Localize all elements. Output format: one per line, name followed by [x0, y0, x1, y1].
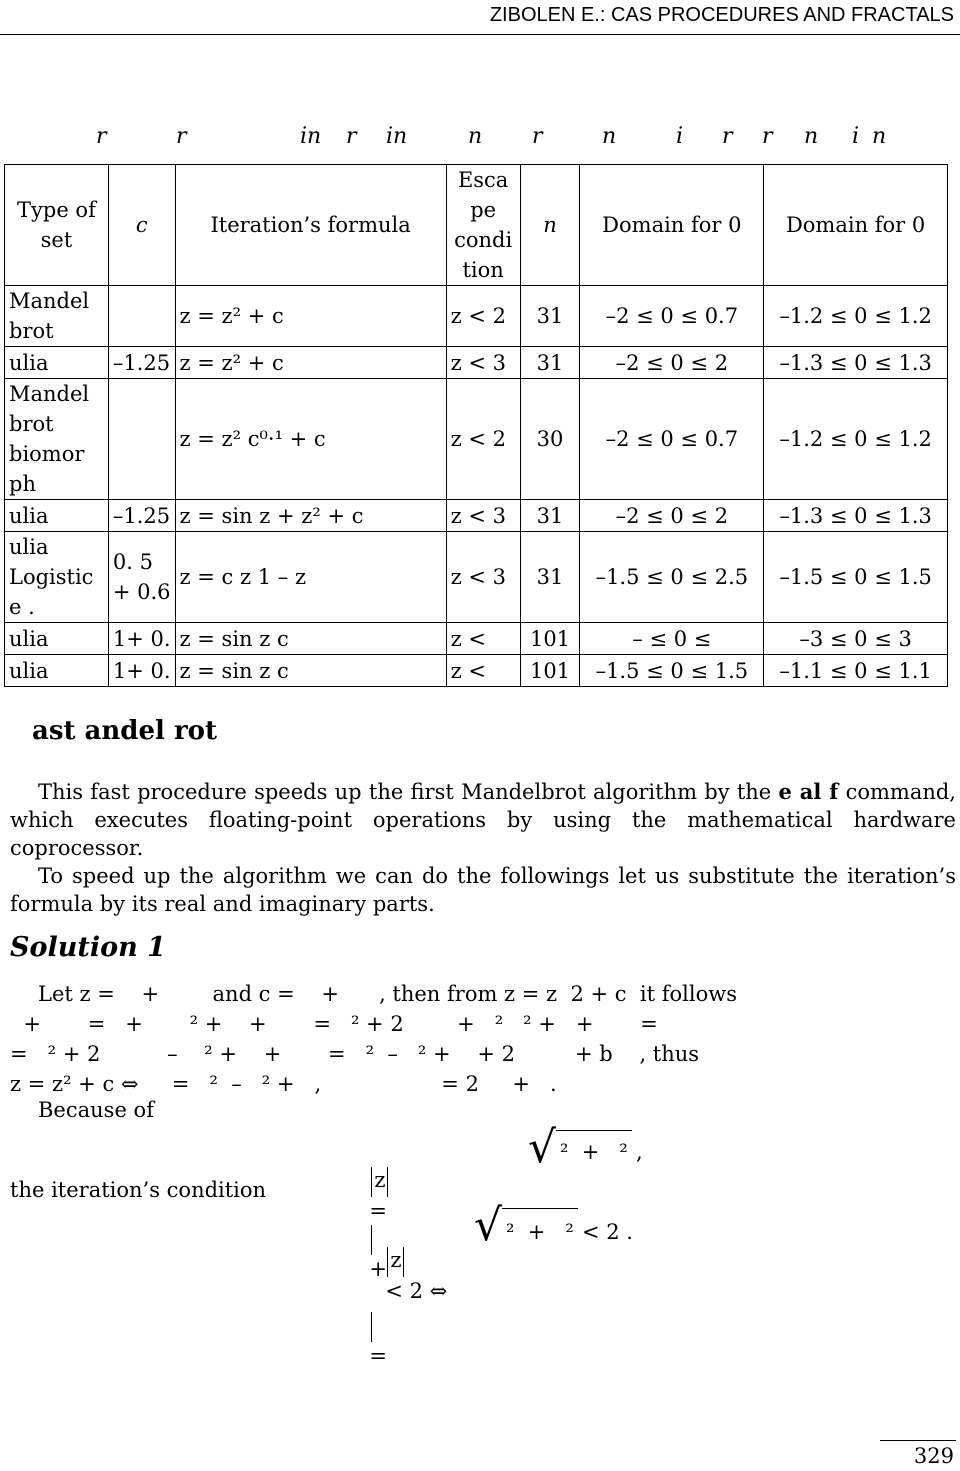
cell-n: 101 [520, 655, 580, 687]
cell-escape: z < 3 [446, 532, 520, 623]
cell-domain-1: –2 ≤ 0 ≤ 2 [580, 347, 764, 379]
running-title: ZIBOLEN E.: CAS PROCEDURES AND FRACTALS [489, 4, 954, 26]
condition-relation: < 2 ⇔ [385, 1278, 448, 1303]
cell-escape: z < 2 [446, 286, 520, 347]
caption-fragment: in [300, 124, 322, 149]
cell-escape: z < 3 [446, 500, 520, 532]
cell-c: 1+ 0. [108, 655, 175, 687]
cell-domain-2: –1.3 ≤ 0 ≤ 1.3 [764, 347, 948, 379]
equals-sign: = [369, 1343, 387, 1368]
column-header-escape: Esca pe condi tion [446, 165, 520, 286]
square-root-icon: √ [528, 1122, 557, 1173]
radical-overline [556, 1130, 632, 1131]
equals-sign: = [369, 1198, 387, 1223]
cell-domain-2: –1.2 ≤ 0 ≤ 1.2 [764, 379, 948, 500]
iteration-condition-text: the iteration’s condition [10, 1178, 267, 1202]
cell-type: ulia Logistic e . [5, 532, 109, 623]
math-line: + = + ² + + = ² + 2 + ² ² + + = [10, 1012, 658, 1036]
table-row [5, 655, 948, 687]
cell-domain-2: –1.3 ≤ 0 ≤ 1.3 [764, 500, 948, 532]
square-root-icon: √ [474, 1200, 503, 1251]
table-row [5, 379, 948, 500]
cell-formula: z = sin z c [175, 655, 446, 687]
cell-formula: z = z² + c [175, 286, 446, 347]
paragraph-text: This fast procedure speeds up the first Mandelbrot algorithm by the [38, 780, 772, 804]
cell-escape: z < [446, 655, 520, 687]
abs-bar [403, 1247, 404, 1277]
abs-bar [371, 1167, 372, 1197]
cell-n: 101 [520, 623, 580, 655]
cell-type: ulia [5, 655, 109, 687]
caption-fragment: i [676, 124, 684, 149]
modulus-symbol: z [390, 1248, 402, 1272]
cell-domain-1: –2 ≤ 0 ≤ 0.7 [580, 286, 764, 347]
column-header-n: n [520, 165, 580, 286]
abs-bar [387, 1167, 388, 1197]
table-row [5, 500, 948, 532]
fractal-parameters-table [4, 164, 948, 687]
table-row [5, 347, 948, 379]
caption-fragment: r [96, 124, 107, 149]
radical-body: ² + ² [560, 1140, 628, 1164]
cell-domain-1: –2 ≤ 0 ≤ 0.7 [580, 379, 764, 500]
command-name: e al f [778, 779, 839, 804]
condition-equation [372, 1218, 447, 1305]
page-number: 329 [913, 1444, 954, 1468]
cell-c: –1.25 [108, 347, 175, 379]
comma: , [636, 1140, 643, 1164]
caption-fragment: r [346, 124, 357, 149]
cell-c [108, 286, 175, 347]
plus-sign: + [369, 1257, 387, 1281]
cell-n: 31 [520, 286, 580, 347]
running-header [0, 0, 960, 35]
column-header-formula: Iteration’s formula [175, 165, 446, 286]
caption-fragment: r [532, 124, 543, 149]
radical-body: ² + ² [506, 1220, 574, 1244]
cell-formula: z = sin z + z² + c [175, 500, 446, 532]
cell-formula: z = c z 1 – z [175, 532, 446, 623]
cell-domain-2: –1.2 ≤ 0 ≤ 1.2 [764, 286, 948, 347]
cell-domain-2: –3 ≤ 0 ≤ 3 [764, 623, 948, 655]
caption-fragment: r [762, 124, 773, 149]
table-row [5, 623, 948, 655]
condition-end: < 2 . [582, 1220, 633, 1244]
cell-escape: z < [446, 623, 520, 655]
cell-formula: z = sin z c [175, 623, 446, 655]
column-header-c: c [108, 165, 175, 286]
cell-type: ulia [5, 623, 109, 655]
cell-type: Mandel brot [5, 286, 109, 347]
column-header-domain-1: Domain for 0 [580, 165, 764, 286]
cell-type: Mandel brot biomor ph [5, 379, 109, 500]
caption-fragment: r [176, 124, 187, 149]
cell-n: 31 [520, 347, 580, 379]
cell-escape: z < 3 [446, 347, 520, 379]
table-row [5, 532, 948, 623]
because-text: Because of [38, 1098, 154, 1122]
paragraph-text: command, which executes floating-point operations by using the mathematical hardware coprocessor. [10, 780, 956, 860]
cell-domain-1: –1.5 ≤ 0 ≤ 1.5 [580, 655, 764, 687]
cell-domain-1: –1.5 ≤ 0 ≤ 2.5 [580, 532, 764, 623]
caption-fragment: n [872, 124, 887, 149]
caption-fragment: r [722, 124, 733, 149]
cell-c [108, 379, 175, 500]
math-line: Let z = + and c = + , then from z = z 2 + c it follows [38, 982, 737, 1006]
caption-fragment: i [852, 124, 860, 149]
math-line: z = z² + c ⇔ = ² – ² + , = 2 + . [10, 1072, 557, 1096]
cell-escape: z < 2 [446, 379, 520, 500]
radical-overline [502, 1208, 578, 1209]
caption-fragment: n [468, 124, 483, 149]
cell-domain-1: –2 ≤ 0 ≤ 2 [580, 500, 764, 532]
caption-fragment: in [386, 124, 408, 149]
table-row [5, 286, 948, 347]
math-line: = ² + 2 – ² + + = ² – ² + + 2 + b , thus [10, 1042, 700, 1066]
cell-n: 30 [520, 379, 580, 500]
paragraph-intro [10, 778, 956, 862]
abs-bar [371, 1312, 372, 1342]
cell-n: 31 [520, 532, 580, 623]
cell-domain-1: – ≤ 0 ≤ [580, 623, 764, 655]
abs-bar [387, 1247, 388, 1277]
cell-n: 31 [520, 500, 580, 532]
cell-c: –1.25 [108, 500, 175, 532]
cell-formula: z = z² + c [175, 347, 446, 379]
cell-type: ulia [5, 347, 109, 379]
caption-fragment: n [602, 124, 617, 149]
caption-fragment: n [804, 124, 819, 149]
cell-c: 0. 5 + 0.6 [108, 532, 175, 623]
modulus-symbol: z [374, 1168, 386, 1192]
column-header-domain-2: Domain for 0 [764, 165, 948, 286]
section-heading: ast andel rot [32, 716, 217, 746]
column-header-type: Type of set [5, 165, 109, 286]
cell-domain-2: –1.1 ≤ 0 ≤ 1.1 [764, 655, 948, 687]
cell-c: 1+ 0. [108, 623, 175, 655]
table-header-row [5, 165, 948, 286]
cell-formula: z = z² c⁰·¹ + c [175, 379, 446, 500]
cell-domain-2: –1.5 ≤ 0 ≤ 1.5 [764, 532, 948, 623]
solution-title: Solution 1 [10, 932, 166, 963]
footer-rule [880, 1440, 956, 1441]
paragraph-speedup: To speed up the algorithm we can do the followings let us substitute the iteration’s formula by its real and imaginary parts. [10, 864, 956, 916]
cell-type: ulia [5, 500, 109, 532]
